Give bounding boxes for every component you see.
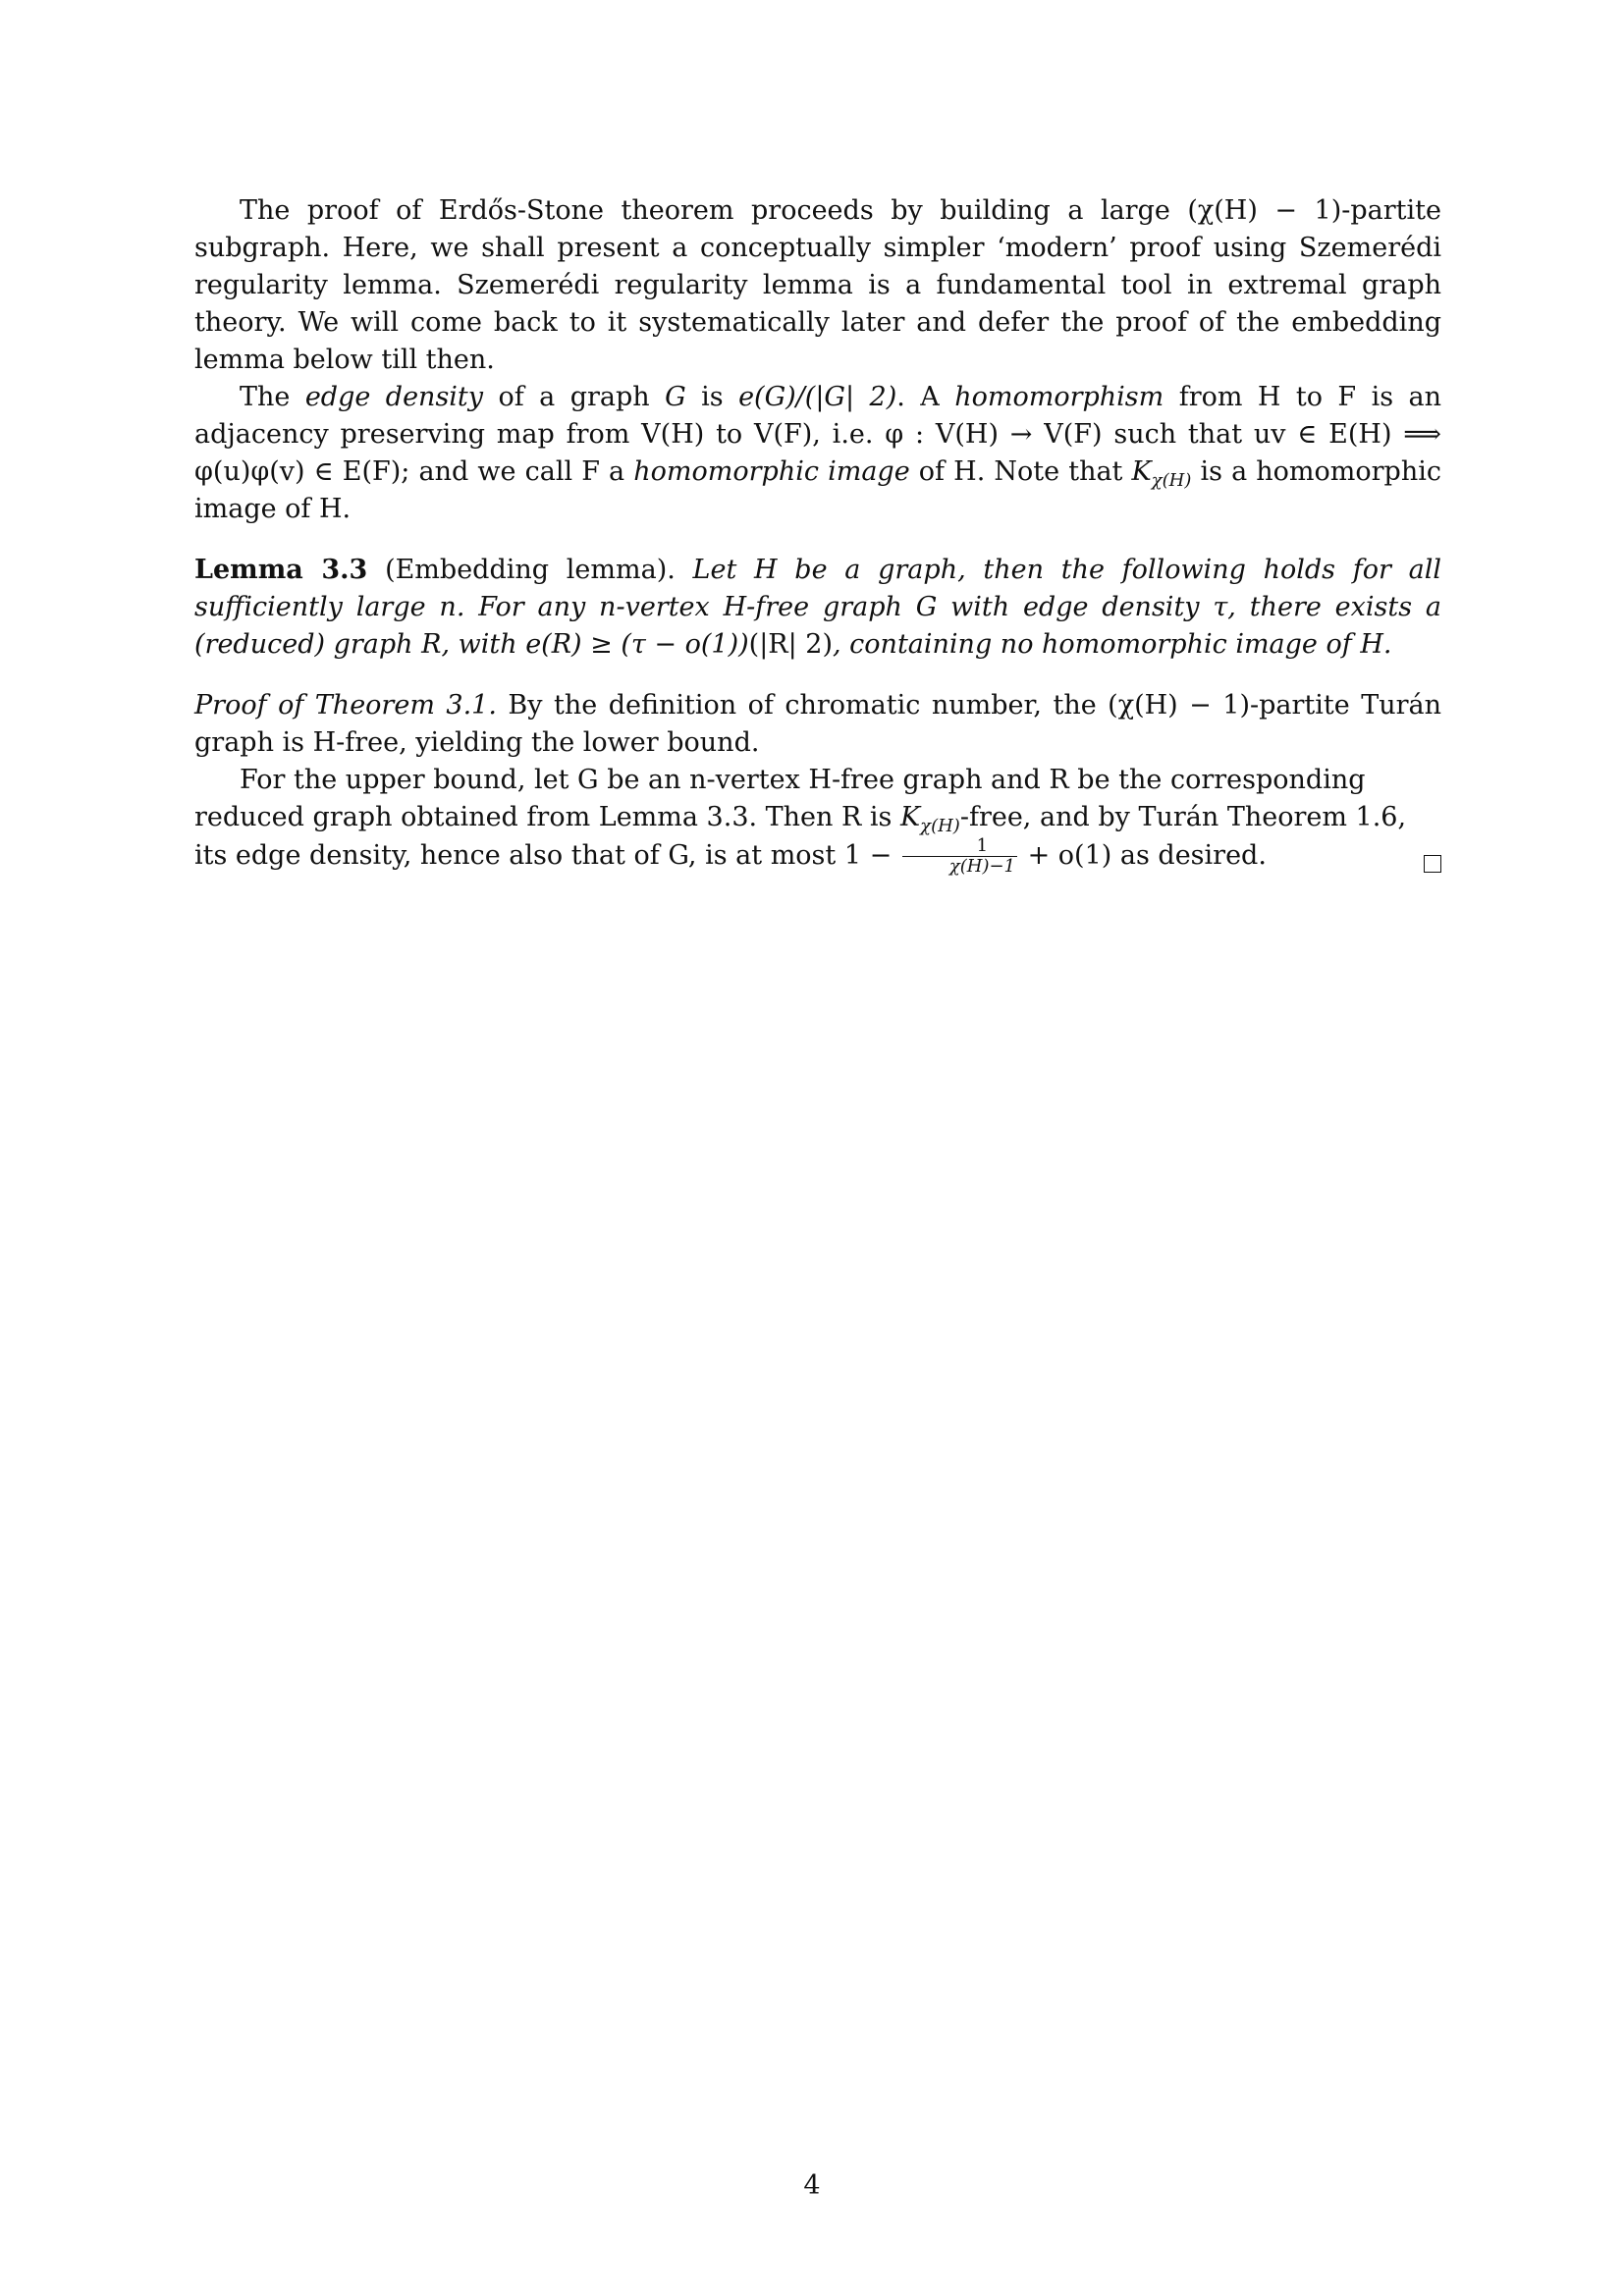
text-fragment: from H to F is an adjacency preserving map from V(H) to V(F), i.e. φ : V(H) → V(F) such that uv ∈ E(H) ⟹ φ(u)φ(v) ∈ E(F); and we call F a <box>194 382 1442 487</box>
text-fragment: + o(1) as desired. <box>1019 840 1267 871</box>
math-symbol: K <box>900 802 921 832</box>
qed-square-icon <box>1424 855 1441 873</box>
term-edge-density: edge density <box>304 382 484 412</box>
lemma-name: (Embedding lemma). <box>385 555 676 585</box>
fraction-denominator: χ(H)−1 <box>948 856 1015 877</box>
page-number: 4 <box>803 2170 821 2201</box>
text-fragment: of a graph <box>483 382 666 412</box>
paragraph-erdos-stone-intro: The proof of Erdős-Stone theorem proceeds by building a large (χ(H) − 1)-partite subgraph. Here, we shall present a conceptually simpler ‘modern’ proof using Szemerédi regularity lemma. Szemerédi regularity lemma is a fundamental tool in extremal graph theory. We will come back to it systematically later and defer the proof of the embedding lemma below till then. <box>194 195 1441 375</box>
text-fragment: of H. Note that <box>909 456 1132 487</box>
text-fragment: is a homomorphic image of H. <box>194 456 1441 524</box>
text-fragment: For the upper bound, let G be an n-vertex H-free graph and R be the corresponding reduced graph obtained from Lemma 3.3. Then R is <box>194 765 1366 832</box>
binomial-expression: (|R| 2) <box>748 629 834 660</box>
fraction <box>902 836 1017 877</box>
term-homomorphism: homomorphism <box>954 382 1164 412</box>
lemma-statement: Let H be a graph, then the following holds for all sufficiently large n. For any n-vertex H-free graph G with edge density τ, there exists a (reduced) graph R, with e(R) ≥ (τ − o(1)) <box>194 555 1441 660</box>
math-subscript: χ(H) <box>1151 470 1192 491</box>
main-text <box>194 192 1441 877</box>
math-symbol: K <box>1131 456 1152 487</box>
paragraph-definitions <box>194 379 1441 528</box>
lemma-embedding <box>194 552 1441 664</box>
proof-paragraph <box>194 687 1441 762</box>
text-fragment: is <box>685 382 739 412</box>
proof-upper-bound <box>194 762 1441 877</box>
text-fragment: The <box>240 382 305 412</box>
lemma-label: Lemma 3.3 <box>194 555 368 585</box>
edge-density-expression: e(G)/(|G| 2) <box>738 382 897 412</box>
proof-text: By the definition of chromatic number, the (χ(H) − 1)-partite Turán graph is H-free, yielding the lower bound. <box>194 690 1441 758</box>
lemma-statement-end: , containing no homomorphic image of H. <box>833 629 1392 660</box>
term-homomorphic-image: homomorphic image <box>633 456 910 487</box>
math-symbol: G <box>665 382 686 412</box>
math-subscript: χ(H) <box>920 816 960 836</box>
proof-label: Proof of Theorem 3.1. <box>194 690 497 721</box>
text-fragment: . A <box>896 382 955 412</box>
text-fragment: -free, and by Turán Theorem 1.6, its edge density, hence also that of G, is at most 1 − <box>194 802 1407 871</box>
fraction-numerator: 1 <box>902 836 1017 857</box>
